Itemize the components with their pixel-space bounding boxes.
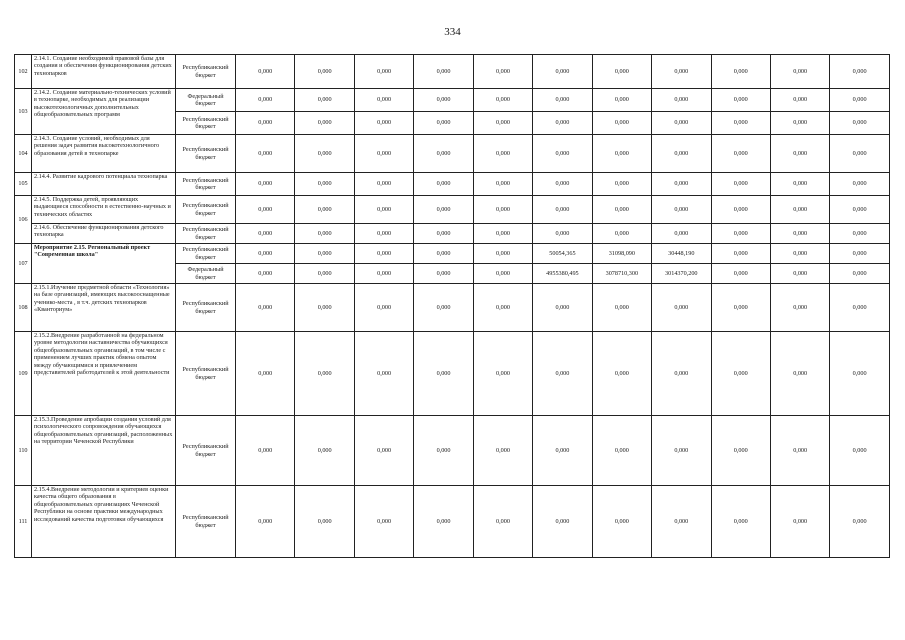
amount-cell: 0,000 — [711, 284, 770, 332]
amount-cell: 31098,090 — [592, 244, 651, 264]
funding-source: Республиканский бюджет — [176, 332, 236, 416]
amount-cell: 0,000 — [770, 196, 829, 224]
amount-cell: 0,000 — [830, 264, 889, 284]
amount-cell: 0,000 — [473, 224, 532, 244]
amount-cell: 0,000 — [652, 89, 711, 112]
amount-cell: 0,000 — [533, 332, 592, 416]
table-row — [15, 486, 890, 558]
activity-description: 2.15.3.Проведение апробации создания условий для психологического сопровождения обучающихся общеобразовательных организаций, расположенных на территории Чеченской Республики — [32, 416, 176, 486]
amount-cell: 0,000 — [354, 416, 413, 486]
table-row — [15, 416, 890, 486]
amount-cell: 0,000 — [473, 332, 532, 416]
amount-cell: 0,000 — [295, 244, 354, 264]
activity-description: 2.14.2. Создание материально-технических условий в технопарке, необходимых для реализации высокотехнологичных дополнительных общеобразовательных программ — [32, 89, 176, 135]
amount-cell: 0,000 — [711, 244, 770, 264]
funding-source: Республиканский бюджет — [176, 416, 236, 486]
amount-cell: 0,000 — [533, 135, 592, 173]
table-row — [15, 244, 890, 264]
amount-cell: 0,000 — [533, 416, 592, 486]
amount-cell: 0,000 — [770, 55, 829, 89]
amount-cell: 0,000 — [295, 89, 354, 112]
amount-cell: 0,000 — [354, 264, 413, 284]
amount-cell: 0,000 — [354, 486, 413, 558]
amount-cell: 0,000 — [770, 264, 829, 284]
amount-cell: 0,000 — [652, 173, 711, 196]
amount-cell: 0,000 — [711, 135, 770, 173]
amount-cell: 0,000 — [830, 173, 889, 196]
amount-cell: 0,000 — [354, 112, 413, 135]
funding-source: Республиканский бюджет — [176, 112, 236, 135]
amount-cell: 0,000 — [414, 264, 473, 284]
amount-cell: 0,000 — [830, 135, 889, 173]
funding-source: Республиканский бюджет — [176, 244, 236, 264]
amount-cell: 0,000 — [354, 55, 413, 89]
amount-cell: 0,000 — [473, 284, 532, 332]
amount-cell: 0,000 — [236, 416, 295, 486]
amount-cell: 0,000 — [354, 89, 413, 112]
amount-cell: 0,000 — [414, 173, 473, 196]
amount-cell: 0,000 — [354, 135, 413, 173]
amount-cell: 0,000 — [414, 135, 473, 173]
amount-cell: 0,000 — [652, 284, 711, 332]
amount-cell: 0,000 — [414, 112, 473, 135]
amount-cell: 0,000 — [592, 55, 651, 89]
amount-cell: 0,000 — [770, 244, 829, 264]
amount-cell: 0,000 — [236, 112, 295, 135]
funding-source: Республиканский бюджет — [176, 55, 236, 89]
amount-cell: 0,000 — [711, 173, 770, 196]
amount-cell: 0,000 — [533, 89, 592, 112]
funding-source: Республиканский бюджет — [176, 486, 236, 558]
amount-cell: 0,000 — [711, 416, 770, 486]
funding-source: Республиканский бюджет — [176, 224, 236, 244]
funding-source: Республиканский бюджет — [176, 284, 236, 332]
amount-cell: 0,000 — [830, 112, 889, 135]
amount-cell: 0,000 — [652, 486, 711, 558]
amount-cell: 0,000 — [236, 173, 295, 196]
amount-cell: 3014370,200 — [652, 264, 711, 284]
row-number: 106 — [15, 196, 32, 244]
amount-cell: 0,000 — [236, 55, 295, 89]
amount-cell: 0,000 — [473, 196, 532, 224]
amount-cell: 0,000 — [652, 224, 711, 244]
amount-cell: 0,000 — [473, 112, 532, 135]
amount-cell: 0,000 — [711, 89, 770, 112]
amount-cell: 0,000 — [592, 196, 651, 224]
row-number: 107 — [15, 244, 32, 284]
activity-description: 2.15.2.Внедрение разработанной на федеральном уровне методологии наставничества обучающихся общеобразовательных организаций, в том числе с применением лучших практик обмена опытом между обучающимися и привлечением представителей работодателей к этой деятельности — [32, 332, 176, 416]
amount-cell: 0,000 — [236, 135, 295, 173]
activity-description: 2.14.3. Создание условий, необходимых для решения задач развития высокотехнологичного образования детей в технопарке — [32, 135, 176, 173]
amount-cell: 0,000 — [354, 224, 413, 244]
amount-cell: 0,000 — [236, 332, 295, 416]
amount-cell: 0,000 — [473, 416, 532, 486]
amount-cell: 0,000 — [592, 173, 651, 196]
row-number: 103 — [15, 89, 32, 135]
amount-cell: 0,000 — [533, 284, 592, 332]
table-row — [15, 135, 890, 173]
amount-cell: 0,000 — [711, 55, 770, 89]
amount-cell: 0,000 — [533, 112, 592, 135]
amount-cell: 0,000 — [354, 284, 413, 332]
amount-cell: 0,000 — [652, 55, 711, 89]
row-number: 105 — [15, 173, 32, 196]
amount-cell: 0,000 — [711, 332, 770, 416]
table-row — [15, 332, 890, 416]
row-number: 110 — [15, 416, 32, 486]
table-row — [15, 224, 890, 244]
amount-cell: 0,000 — [473, 173, 532, 196]
amount-cell: 0,000 — [830, 89, 889, 112]
table-row — [15, 284, 890, 332]
amount-cell: 0,000 — [295, 284, 354, 332]
amount-cell: 0,000 — [473, 89, 532, 112]
amount-cell: 0,000 — [414, 416, 473, 486]
amount-cell: 0,000 — [414, 486, 473, 558]
amount-cell: 0,000 — [295, 196, 354, 224]
amount-cell: 0,000 — [830, 486, 889, 558]
amount-cell: 50054,365 — [533, 244, 592, 264]
amount-cell: 0,000 — [770, 332, 829, 416]
amount-cell: 0,000 — [236, 89, 295, 112]
amount-cell: 0,000 — [711, 264, 770, 284]
amount-cell: 0,000 — [414, 244, 473, 264]
amount-cell: 0,000 — [236, 196, 295, 224]
amount-cell: 0,000 — [592, 284, 651, 332]
amount-cell: 0,000 — [830, 284, 889, 332]
amount-cell: 30448,190 — [652, 244, 711, 264]
amount-cell: 0,000 — [830, 244, 889, 264]
page-number: 334 — [444, 26, 461, 38]
amount-cell: 0,000 — [533, 196, 592, 224]
amount-cell: 0,000 — [295, 224, 354, 244]
funding-source: Федеральный бюджет — [176, 89, 236, 112]
amount-cell: 0,000 — [592, 416, 651, 486]
funding-source: Республиканский бюджет — [176, 196, 236, 224]
amount-cell: 0,000 — [414, 55, 473, 89]
amount-cell: 0,000 — [711, 196, 770, 224]
amount-cell: 0,000 — [295, 112, 354, 135]
amount-cell: 0,000 — [592, 224, 651, 244]
amount-cell: 0,000 — [592, 135, 651, 173]
amount-cell: 0,000 — [770, 89, 829, 112]
amount-cell: 3078710,300 — [592, 264, 651, 284]
row-number: 111 — [15, 486, 32, 558]
amount-cell: 0,000 — [533, 224, 592, 244]
amount-cell: 0,000 — [770, 112, 829, 135]
amount-cell: 0,000 — [236, 224, 295, 244]
funding-source: Федеральный бюджет — [176, 264, 236, 284]
amount-cell: 0,000 — [236, 284, 295, 332]
amount-cell: 0,000 — [414, 224, 473, 244]
amount-cell: 0,000 — [770, 173, 829, 196]
activity-description: 2.15.1.Изучение предметной области «Технология» на базе организаций, имеющих высокооснащенные ученико-места , в т.ч. детских технопарков «Кванториум» — [32, 284, 176, 332]
amount-cell: 0,000 — [592, 89, 651, 112]
amount-cell: 0,000 — [354, 244, 413, 264]
funding-source: Республиканский бюджет — [176, 135, 236, 173]
amount-cell: 0,000 — [830, 332, 889, 416]
row-number: 102 — [15, 55, 32, 89]
amount-cell: 0,000 — [770, 416, 829, 486]
amount-cell: 0,000 — [770, 486, 829, 558]
activity-description: Мероприятие 2.15. Региональный проект "Современная школа" — [32, 244, 176, 284]
activity-description: 2.15.4.Внедрение методологии и критериев оценки качества общего образования в общеобразовательных организациях Чеченской Республики на основе практики международных исследований качества подготовки обучающихся — [32, 486, 176, 558]
amount-cell: 0,000 — [295, 55, 354, 89]
amount-cell: 0,000 — [592, 332, 651, 416]
amount-cell: 0,000 — [473, 486, 532, 558]
amount-cell: 0,000 — [295, 135, 354, 173]
amount-cell: 0,000 — [652, 135, 711, 173]
amount-cell: 0,000 — [414, 196, 473, 224]
amount-cell: 0,000 — [830, 55, 889, 89]
amount-cell: 0,000 — [533, 55, 592, 89]
amount-cell: 0,000 — [711, 112, 770, 135]
amount-cell: 0,000 — [770, 135, 829, 173]
amount-cell: 0,000 — [592, 486, 651, 558]
amount-cell: 0,000 — [295, 486, 354, 558]
amount-cell: 0,000 — [652, 196, 711, 224]
amount-cell: 0,000 — [830, 416, 889, 486]
amount-cell: 0,000 — [473, 55, 532, 89]
amount-cell: 0,000 — [652, 332, 711, 416]
amount-cell: 0,000 — [473, 264, 532, 284]
table-row — [15, 173, 890, 196]
amount-cell: 0,000 — [592, 112, 651, 135]
amount-cell: 0,000 — [711, 224, 770, 244]
amount-cell: 0,000 — [711, 486, 770, 558]
amount-cell: 0,000 — [354, 332, 413, 416]
amount-cell: 0,000 — [236, 264, 295, 284]
amount-cell: 0,000 — [533, 173, 592, 196]
amount-cell: 0,000 — [830, 224, 889, 244]
amount-cell: 0,000 — [354, 196, 413, 224]
table-row — [15, 55, 890, 89]
activity-description: 2.14.6. Обеспечение функционирования детского технопарка — [32, 224, 176, 244]
amount-cell: 0,000 — [652, 112, 711, 135]
amount-cell: 0,000 — [236, 244, 295, 264]
activity-description: 2.14.4. Развитие кадрового потенциала технопарка — [32, 173, 176, 196]
amount-cell: 0,000 — [295, 332, 354, 416]
amount-cell: 0,000 — [770, 284, 829, 332]
row-number: 108 — [15, 284, 32, 332]
amount-cell: 0,000 — [414, 284, 473, 332]
activity-description: 2.14.5. Поддержка детей, проявляющих выдающиеся способности в естественно-научных и технических областях — [32, 196, 176, 224]
amount-cell: 0,000 — [473, 244, 532, 264]
table-row — [15, 196, 890, 224]
amount-cell: 0,000 — [295, 416, 354, 486]
amount-cell: 0,000 — [830, 196, 889, 224]
amount-cell: 0,000 — [414, 332, 473, 416]
table-row — [15, 89, 890, 112]
activity-description: 2.14.1. Создание необходимой правовой базы для создания и обеспечения функционирования детских технопарков — [32, 55, 176, 89]
amount-cell: 0,000 — [770, 224, 829, 244]
amount-cell: 0,000 — [354, 173, 413, 196]
budget-table — [14, 54, 890, 558]
row-number: 104 — [15, 135, 32, 173]
row-number: 109 — [15, 332, 32, 416]
amount-cell: 4955380,495 — [533, 264, 592, 284]
amount-cell: 0,000 — [652, 416, 711, 486]
funding-source: Республиканский бюджет — [176, 173, 236, 196]
amount-cell: 0,000 — [533, 486, 592, 558]
amount-cell: 0,000 — [473, 135, 532, 173]
amount-cell: 0,000 — [295, 173, 354, 196]
amount-cell: 0,000 — [236, 486, 295, 558]
amount-cell: 0,000 — [295, 264, 354, 284]
amount-cell: 0,000 — [414, 89, 473, 112]
